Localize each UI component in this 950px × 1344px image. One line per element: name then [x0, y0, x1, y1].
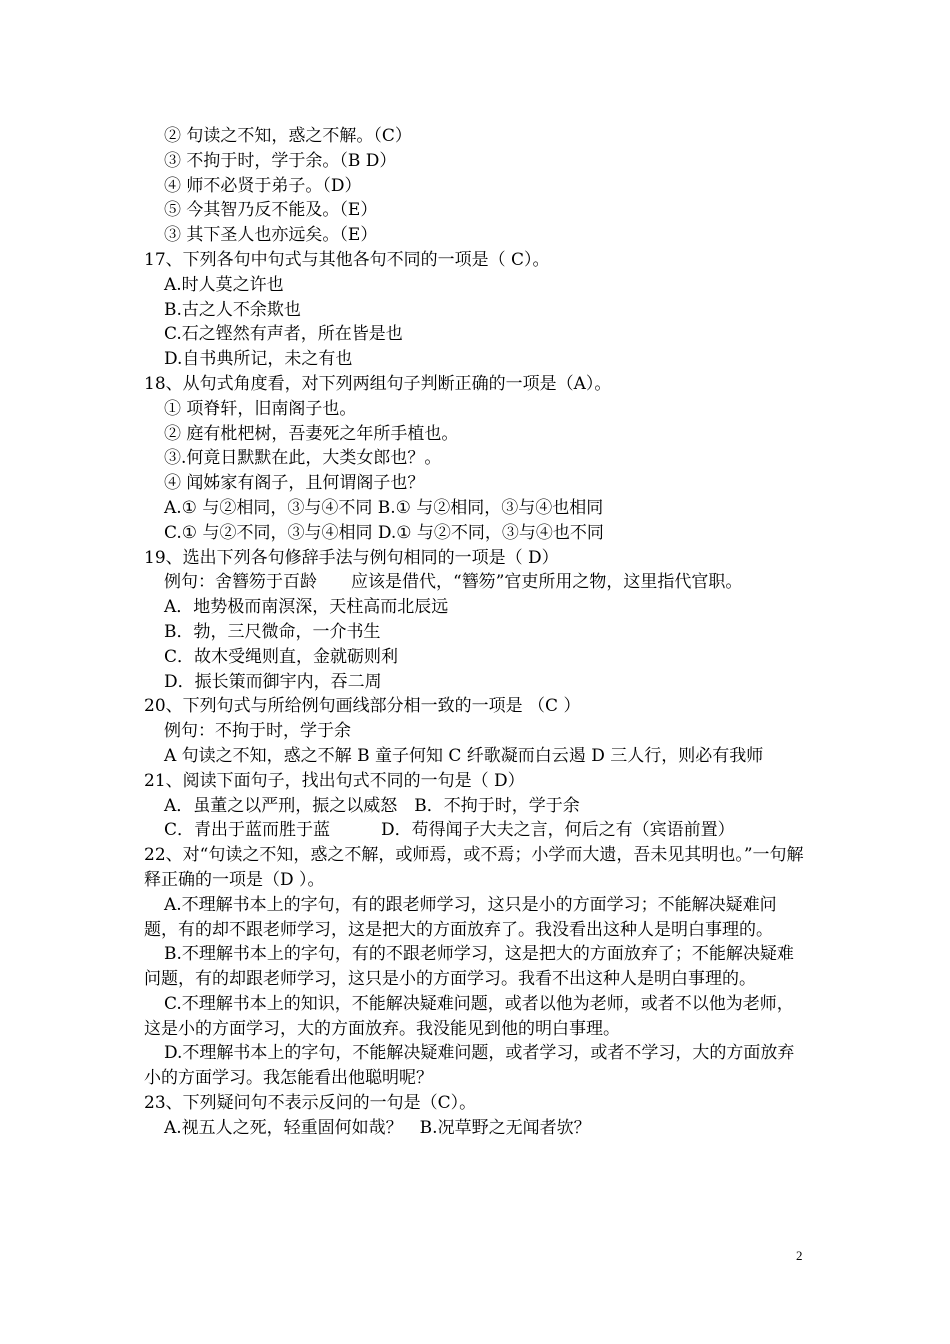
text-line: ② 庭有枇杷树，吾妻死之年所手植也。	[164, 423, 459, 444]
text-line: B.古之人不余欺也	[164, 299, 301, 320]
text-line: ② 句读之不知，惑之不解。（C）	[164, 126, 412, 146]
text-line: A.时人莫之许也	[164, 274, 284, 295]
text-line: A.不理解书本上的字句，有的跟老师学习，这只是小的方面学习；不能解决疑难问题，有的却不跟老师学习，这是把大的方面放弃了。我没看出这种人是明白事理的。	[144, 894, 777, 940]
text-line: 20、下列句式与所给例句画线部分相一致的一项是 （C ）	[144, 696, 581, 717]
text-line: A 句读之不知，惑之不解 B 童子何知 C 纤歌凝而白云遏 D 三人行，则必有我师	[164, 745, 764, 766]
text-line: D．振长策而御宇内，吞二周	[164, 671, 382, 692]
text-line: A．虽董之以严刑，振之以威怒 B．不拘于时，学于余	[164, 795, 580, 816]
text-line: 例句：不拘于时，学于余	[164, 721, 351, 742]
text-line: A．地势极而南溟深，天柱高而北辰远	[164, 597, 449, 618]
text-line: C.不理解书本上的知识，不能解决疑难问题，或者以他为老师，或者不以他为老师，这是小的方面学习，大的方面放弃。我没能见到他的明白事理。	[144, 993, 794, 1039]
text-line: 22、对“句读之不知，惑之不解，或师焉，或不焉；小学而大遗，吾未见其明也。”一句解释正确的一项是（D ）。	[144, 845, 804, 890]
text-line: ① 项脊轩，旧南阁子也。	[164, 398, 357, 419]
text-line: C．青出于蓝而胜于蓝 D．苟得闻子大夫之言，何后之有（宾语前置）	[164, 820, 735, 841]
text-line: D.不理解书本上的字句，不能解决疑难问题，或者学习，或者不学习，大的方面放弃小的方面学习。我怎能看出他聪明呢？	[144, 1043, 795, 1089]
text-line: C.① 与②不同，③与④相同 D.① 与②不同，③与④也不同	[164, 522, 604, 543]
page-number: 2	[796, 1248, 803, 1263]
text-line: ③ 不拘于时，学于余。（B D）	[164, 150, 397, 171]
text-line: A.① 与②相同，③与④不同 B.① 与②相同，③与④也相同	[164, 497, 604, 518]
text-line: 19、选出下列各句修辞手法与例句相同的一项是（ D）	[144, 547, 559, 568]
text-line: B．勃，三尺微命，一介书生	[164, 621, 381, 642]
text-line: B.不理解书本上的字句，有的不跟老师学习，这是把大的方面放弃了；不能解决疑难问题，有的却跟老师学习，这只是小的方面学习。我看不出这种人是明白事理的。	[144, 944, 794, 990]
text-line: 21、阅读下面句子，找出句式不同的一句是（ D）	[144, 770, 525, 791]
text-line: C.石之铿然有声者，所在皆是也	[164, 324, 403, 345]
text-line: C．故木受绳则直，金就砺则利	[164, 646, 399, 667]
text-line: ③.何竟日默默在此，大类女郎也？。	[164, 448, 442, 469]
text-line: ⑤ 今其智乃反不能及。（E）	[164, 200, 378, 221]
text-line: 18、从句式角度看，对下列两组句子判断正确的一项是（A）。	[144, 373, 612, 394]
text-line: ④ 闻姊家有阁子，且何谓阁子也？	[164, 473, 425, 494]
text-line: ④ 师不必贤于弟子。（D）	[164, 175, 362, 196]
text-line: D.自书典所记，未之有也	[164, 349, 353, 370]
text-line: 23、下列疑问句不表示反问的一句是（C）。	[144, 1093, 477, 1114]
document-body	[144, 124, 810, 1141]
text-line: ③ 其下圣人也亦远矣。（E）	[164, 225, 378, 246]
text-line: 例句：舍簪笏于百龄 应该是借代，“簪笏”官吏所用之物，这里指代官职。	[164, 572, 743, 593]
text-line: A.视五人之死，轻重固何如哉？ B.况草野之无闻者欤？	[164, 1117, 591, 1138]
text-line: 17、下列各句中句式与其他各句不同的一项是（ C）。	[144, 249, 550, 270]
